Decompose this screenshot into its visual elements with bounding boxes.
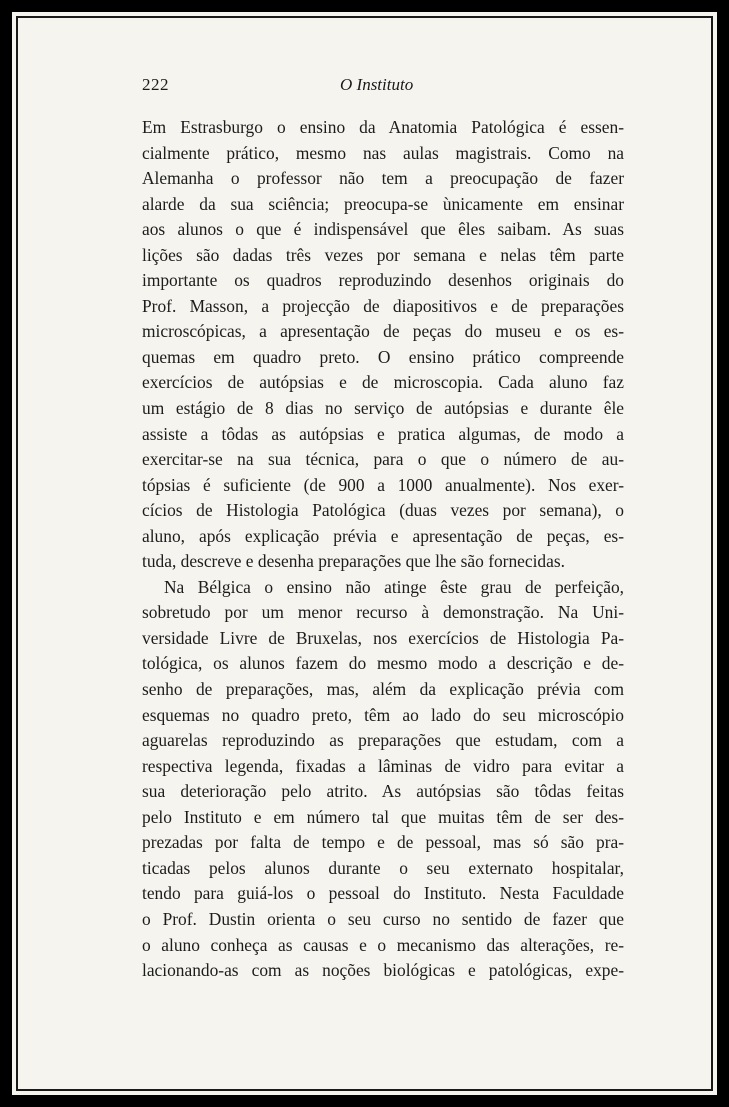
text-line: aos alunos o que é indispensável que êles saibam. As suas (142, 219, 624, 240)
text-line: exercitar-se na sua técnica, para o que o número de au- (142, 449, 624, 470)
text-line: tendo para guiá-los o pessoal do Instituto. Nesta Faculdade (142, 883, 624, 904)
text-line: Alemanha o professor não tem a preocupação de fazer (142, 168, 624, 189)
text-line: tológica, os alunos fazem do mesmo modo a descrição e de- (142, 653, 624, 674)
text-line: exercícios de autópsias e de microscopia. Cada aluno faz (142, 372, 624, 393)
text-line: importante os quadros reproduzindo desenhos originais do (142, 270, 624, 291)
text-line: lições são dadas três vezes por semana e nelas têm parte (142, 244, 624, 265)
text-line: assiste a tôdas as autópsias e pratica algumas, de modo a (142, 423, 624, 444)
page-header (12, 75, 717, 99)
text-line: alarde da sua sciência; preocupa-se ùnicamente em ensinar (142, 193, 624, 214)
page-number: 222 (142, 75, 169, 94)
text-line: pelo Instituto e em número tal que muitas têm de ser des- (142, 806, 624, 827)
text-line: esquemas no quadro preto, têm ao lado do seu microscópio (142, 704, 624, 725)
text-line: lacionando-as com as noções biológicas e patológicas, expe- (142, 960, 624, 981)
text-line: um estágio de 8 dias no serviço de autópsias e durante êle (142, 398, 624, 419)
text-line: tópsias é suficiente (de 900 a 1000 anualmente). Nos exer- (142, 474, 624, 495)
paragraph (142, 115, 624, 575)
paragraph (142, 575, 624, 984)
text-line: prezadas por falta de tempo e de pessoal, mas só são pra- (142, 832, 624, 853)
text-line: aluno, após explicação prévia e apresentação de peças, es- (142, 525, 624, 546)
text-line: ticadas pelos alunos durante o seu externato hospitalar, (142, 857, 624, 878)
text-line: respectiva legenda, fixadas a lâminas de vidro para evitar a (142, 755, 624, 776)
text-line: cialmente prático, mesmo nas aulas magistrais. Como na (142, 142, 624, 163)
book-page (12, 12, 717, 1095)
text-line: Prof. Masson, a projecção de diapositivos e de preparações (142, 295, 624, 316)
text-line: microscópicas, a apresentação de peças do museu e os es- (142, 321, 624, 342)
text-line: quemas em quadro preto. O ensino prático compreende (142, 346, 624, 367)
text-line: Na Bélgica o ensino não atinge êste grau de perfeição, (164, 576, 624, 597)
text-line: o Prof. Dustin orienta o seu curso no sentido de fazer que (142, 908, 624, 929)
running-title: O Instituto (340, 75, 414, 94)
text-line: cícios de Histologia Patológica (duas vezes por semana), o (142, 500, 624, 521)
text-line: sobretudo por um menor recurso à demonstração. Na Uni- (142, 602, 624, 623)
text-line: senho de preparações, mas, além da explicação prévia com (142, 679, 624, 700)
body-text (142, 115, 624, 984)
text-line: o aluno conheça as causas e o mecanismo das alterações, re- (142, 934, 624, 955)
text-line: sua deterioração pelo atrito. As autópsias são tôdas feitas (142, 781, 624, 802)
text-line: versidade Livre de Bruxelas, nos exercícios de Histologia Pa- (142, 627, 624, 648)
text-line: aguarelas reproduzindo as preparações que estudam, com a (142, 730, 624, 751)
text-line: Em Estrasburgo o ensino da Anatomia Patológica é essen- (142, 117, 624, 137)
paragraphs (142, 115, 624, 984)
text-line: tuda, descreve e desenha preparações que lhe são fornecidas. (142, 551, 565, 572)
